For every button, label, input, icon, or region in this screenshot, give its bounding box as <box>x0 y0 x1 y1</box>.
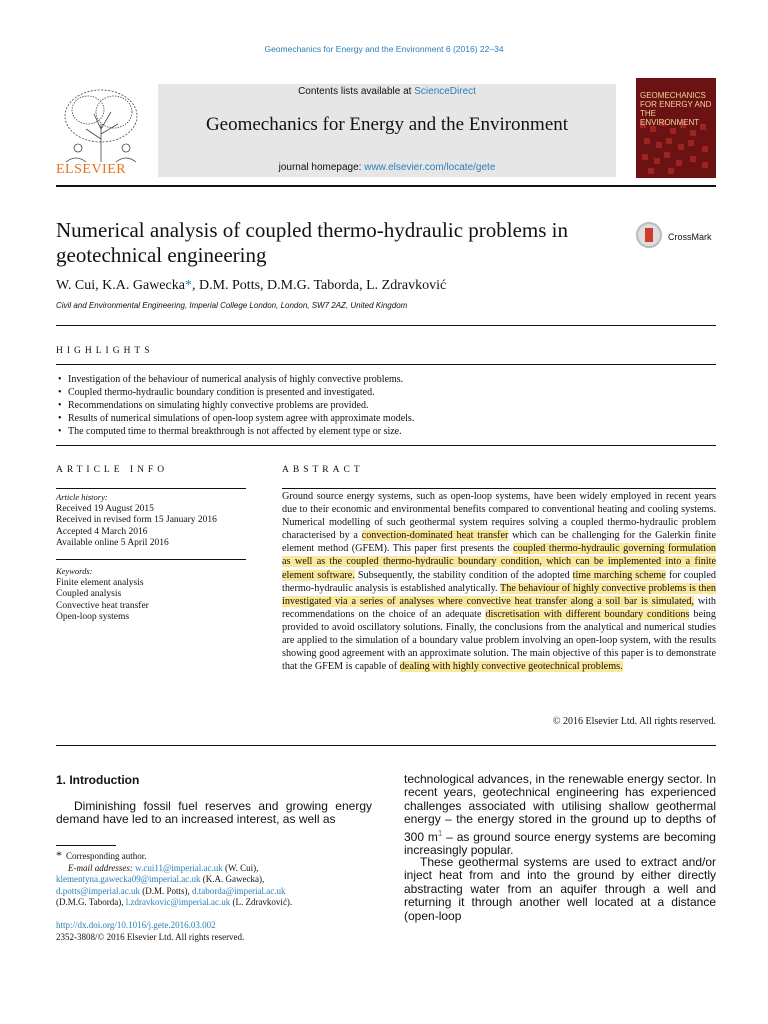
email-owner: (D.M.G. Taborda), <box>56 897 126 907</box>
divider <box>56 488 246 489</box>
journal-title: Geomechanics for Energy and the Environment <box>205 114 569 135</box>
email-owner: (L. Zdravković). <box>230 897 293 907</box>
footnote-rule <box>56 845 116 846</box>
header-rule <box>56 185 716 187</box>
abstract-highlight: The behaviour of highly convective problems is then investigated via a series of analyses where convective heat transfer along a soil bar is simulated, <box>282 582 717 607</box>
history-item: Received in revised form 15 January 2016 <box>56 515 217 525</box>
highlights-heading: HIGHLIGHTS <box>56 346 154 356</box>
footnotes <box>56 850 372 909</box>
corresponding-author-marker[interactable]: * <box>184 278 192 293</box>
footnote-emails-2 <box>56 874 372 886</box>
keyword-item: Finite element analysis <box>56 577 144 588</box>
article-title: Numerical analysis of coupled thermo-hydraulic problems in geotechnical engineering <box>56 218 569 267</box>
keyword-item: Convective heat transfer <box>56 600 149 611</box>
abstract-text <box>282 490 716 673</box>
footnote-star: * <box>56 848 62 862</box>
doi-block <box>56 920 372 943</box>
email-owner: (D.M. Potts), <box>140 885 193 896</box>
article-info-heading: ARTICLE INFO <box>56 465 169 475</box>
intro-paragraph-col2 <box>404 773 716 857</box>
keyword-item: Coupled analysis <box>56 589 122 599</box>
divider <box>56 559 246 560</box>
highlight-item: • The computed time to thermal breakthrough is not affected by element type or size. <box>56 425 716 438</box>
authors-first: W. Cui, K.A. Gawecka <box>56 278 185 293</box>
contents-prefix: Contents lists available at <box>298 86 415 97</box>
contents-line <box>158 86 616 97</box>
cover-title: GEOMECHANICS FOR ENERGY AND THE ENVIRONMENT <box>640 91 712 127</box>
abstract-highlight: dealing with highly convective geotechnical problems. <box>399 661 623 673</box>
article-history <box>56 492 256 550</box>
email-owner: (W. Cui), <box>222 862 259 873</box>
intro-text: technological advances, in the renewable energy sector. In recent years, geotechnical engineering has experienced challenges associated with utilising shallow geothermal energy – the energy stored in the ground up to depths of 300 m <box>404 772 716 844</box>
intro-paragraph: Diminishing fossil fuel reserves and growing energy demand have led to an increased interest, as well as <box>56 799 372 827</box>
history-item: Accepted 4 March 2016 <box>56 526 148 537</box>
abstract-segment: with recommendations on the choice of an adequate <box>282 595 716 620</box>
abstract-segment: being provided to avoid oscillatory solutions. Finally, the conclusions from the analytical and numerical studies are applied to the simulation of a boundary value problem involving an open-loop system, with the results showing good agreement with an approximate solution. The main objective of this paper is to demonstrate that the GFEM is capable of <box>282 608 716 673</box>
footnote-emails-3 <box>56 886 372 898</box>
abstract-segment: Ground source energy systems, such as open-loop systems, have been widely employed in recent years due to their economic and environmental benefits compared to conventional heating and cooling systems. Numerical modelling of such geothermal system requires solving a coupled thermo-hydraulic problem characterised by a <box>282 491 716 542</box>
highlight-item: • Recommendations on simulating highly convective problems are provided. <box>56 399 716 412</box>
crossmark-badge[interactable] <box>636 222 716 250</box>
abstract-highlight: convection-dominated heat transfer <box>361 530 509 542</box>
divider <box>56 325 716 326</box>
intro-text: – as ground source energy systems are becoming increasingly popular. <box>404 829 716 858</box>
divider <box>56 445 716 446</box>
abstract-highlight: time marching scheme <box>572 569 666 581</box>
email-link[interactable]: l.zdravkovic@imperial.ac.uk <box>125 897 231 907</box>
homepage-prefix: journal homepage: <box>278 162 365 173</box>
abstract-copyright: © 2016 Elsevier Ltd. All rights reserved. <box>552 716 716 727</box>
authors-rest: , D.M. Potts, D.M.G. Taborda, L. Zdravković <box>191 278 447 293</box>
intro-paragraph-col2b: These geothermal systems are used to extract and/or inject heat from and into the ground by either directly abstracting water from an aquifer through a well and returning it through another well located at a distance (open-loop <box>404 855 716 923</box>
section-heading-introduction: 1. Introduction <box>56 773 140 787</box>
highlights-list <box>56 373 716 438</box>
history-item: Received 19 August 2015 <box>56 503 154 514</box>
footnote-corresponding-text: Corresponding author. <box>66 851 147 861</box>
divider <box>56 745 716 746</box>
journal-homepage-line <box>158 162 616 173</box>
abstract-highlight: coupled thermo-hydraulic governing formulation as well as the coupled thermo-hydraulic boundary condition, which can be implemented into a finite element software. <box>282 543 717 581</box>
author-list <box>56 278 446 294</box>
cover-pattern <box>636 118 716 178</box>
email-link[interactable]: klementyna.gawecka09@imperial.ac.uk <box>56 874 201 884</box>
email-owner: (K.A. Gawecka), <box>200 874 265 884</box>
highlight-item: • Results of numerical simulations of open-loop system agree with approximate models. <box>56 412 716 425</box>
abstract-segment: Subsequently, the stability condition of the adopted <box>354 569 573 581</box>
crossmark-label: CrossMark <box>668 232 712 242</box>
keyword-item: Open-loop systems <box>56 612 130 622</box>
issn-line: 2352-3808/© 2016 Elsevier Ltd. All rights reserved. <box>56 931 245 942</box>
history-label: Article history: <box>56 492 108 502</box>
divider <box>282 488 716 489</box>
reference-link[interactable]: 1 <box>437 828 443 838</box>
highlight-item: • Coupled thermo-hydraulic boundary condition is presented and investigated. <box>56 386 716 399</box>
footnote-emails-4 <box>56 897 372 909</box>
keywords <box>56 566 256 624</box>
email-link[interactable]: w.cui11@imperial.ac.uk <box>135 862 223 873</box>
email-link[interactable]: d.potts@imperial.ac.uk <box>56 885 141 896</box>
divider <box>56 364 716 365</box>
highlight-item: • Investigation of the behaviour of numerical analysis of highly convective problems. <box>56 373 716 386</box>
crossmark-bookmark-shape <box>645 228 653 242</box>
footnote-corresponding <box>56 850 372 863</box>
journal-citation[interactable]: Geomechanics for Energy and the Environment 6 (2016) 22–34 <box>264 44 504 54</box>
doi-link[interactable]: http://dx.doi.org/10.1016/j.gete.2016.03.002 <box>56 920 216 930</box>
elsevier-tree-logo <box>56 84 146 164</box>
journal-homepage-link[interactable]: www.elsevier.com/locate/gete <box>364 162 496 173</box>
sciencedirect-link[interactable]: ScienceDirect <box>414 86 476 97</box>
footnote-emails <box>56 863 372 875</box>
abstract-segment: which can be challenging for the Galerkin finite element method (GFEM). This paper first presents the <box>282 530 716 555</box>
abstract-segment: for coupled thermo-hydraulic analysis is established analytically. <box>282 569 716 594</box>
history-item: Available online 5 April 2016 <box>56 538 169 548</box>
keywords-label: Keywords: <box>56 566 93 576</box>
affiliation: Civil and Environmental Engineering, Imperial College London, London, SW7 2AZ, United Kingdom <box>56 301 408 310</box>
email-label: E-mail addresses: <box>68 862 136 873</box>
crossmark-icon <box>636 222 662 248</box>
publisher-logo-text: ELSEVIER <box>56 162 127 177</box>
abstract-highlight: discretisation with different boundary conditions <box>485 608 690 620</box>
abstract-heading: ABSTRACT <box>282 465 364 475</box>
email-link[interactable]: d.taborda@imperial.ac.uk <box>192 885 286 896</box>
journal-cover-image[interactable] <box>636 78 716 178</box>
